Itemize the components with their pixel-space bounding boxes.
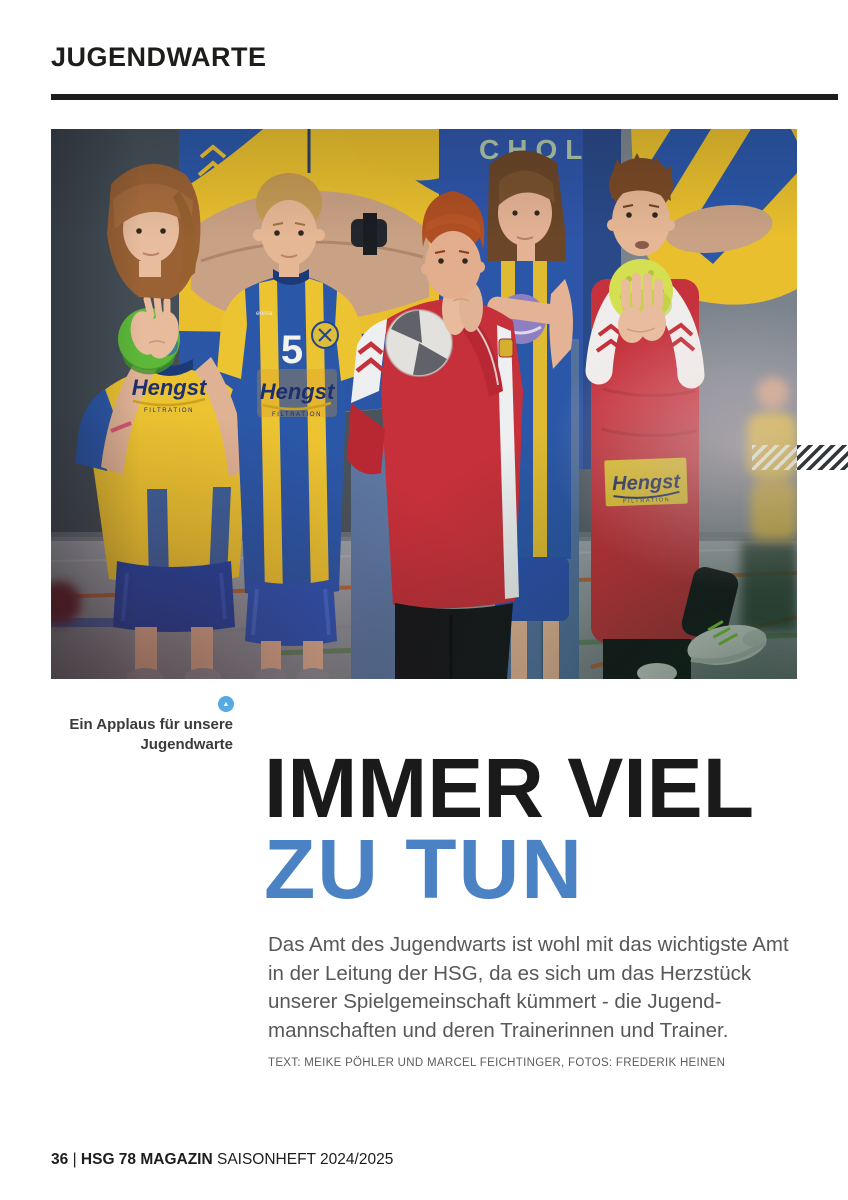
issue-label: SAISONHEFT 2024/2025 — [216, 1151, 394, 1168]
page-footer — [51, 1151, 393, 1169]
footer-separator: | — [72, 1151, 77, 1168]
caption-line: Jugendwarte — [140, 736, 233, 753]
headline-line-1: IMMER VIEL — [264, 741, 755, 835]
intro-line: unserer Spielgemeinschaft kümmert - die Jugend- — [268, 990, 722, 1013]
intro-paragraph — [268, 931, 789, 1045]
caption-marker-icon: ▲ — [218, 696, 234, 712]
diagonal-stripes-decoration — [797, 445, 848, 470]
magazine-title: HSG 78 MAGAZIN — [80, 1151, 213, 1168]
page-number: 36 — [51, 1151, 69, 1168]
diagonal-stripes-decoration — [752, 445, 797, 470]
hero-photo-illustration — [51, 129, 797, 679]
header-rule — [51, 94, 838, 100]
photo-caption — [51, 715, 233, 755]
caption-line: Ein Applaus für unsere — [69, 716, 233, 733]
article-headline — [264, 741, 755, 916]
credits-line: TEXT: MEIKE PÖHLER UND MARCEL FEICHTINGER, FOTOS: FREDERIK HEINEN — [268, 1057, 726, 1069]
headline-line-2: ZU TUN — [264, 822, 584, 916]
intro-line: Das Amt des Jugendwarts ist wohl mit das wichtigste Amt — [268, 933, 789, 956]
intro-line: in der Leitung der HSG, da es sich um das Herzstück — [268, 961, 752, 985]
hero-photo — [51, 129, 797, 679]
section-label: JUGENDWARTE — [51, 42, 267, 72]
intro-line: mannschaften und deren Trainerinnen und Trainer. — [268, 1018, 729, 1042]
